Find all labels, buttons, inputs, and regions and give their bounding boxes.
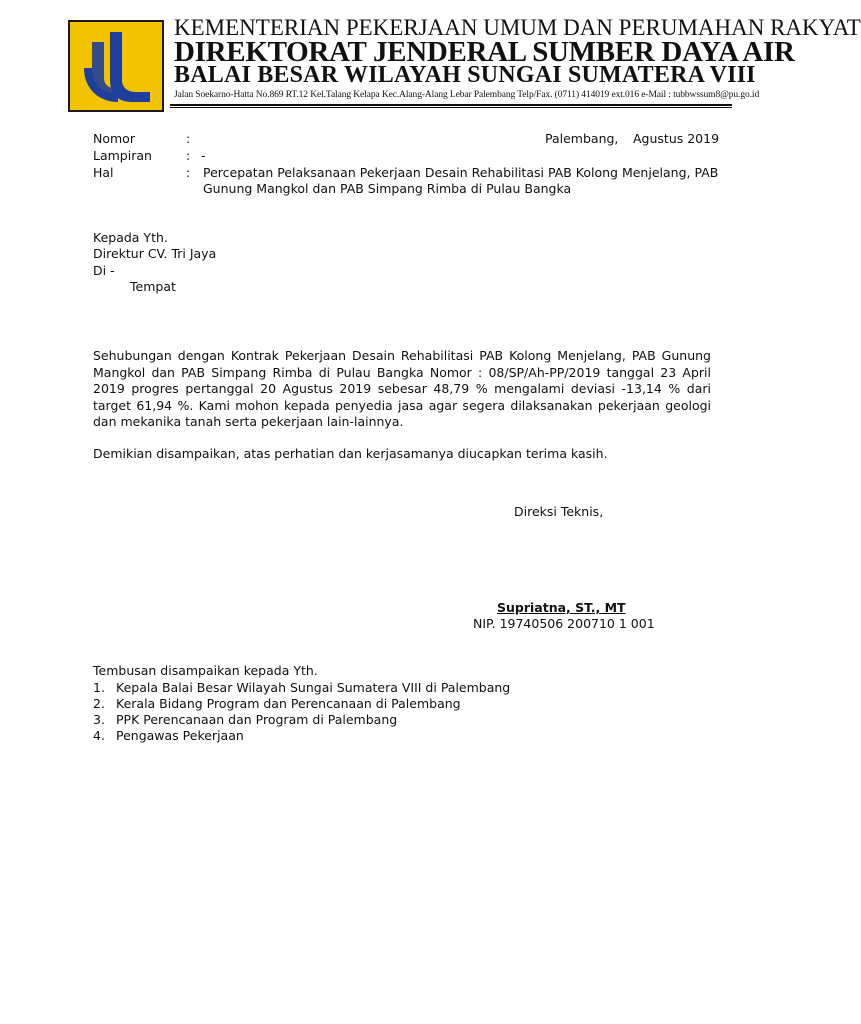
cc-item-text: Pengawas Pekerjaan — [116, 728, 244, 743]
signature-title: Direksi Teknis, — [514, 504, 604, 519]
nomor-label: Nomor — [93, 131, 135, 146]
lampiran-colon: : — [186, 148, 191, 163]
lampiran-label: Lampiran — [93, 148, 152, 163]
letter-place: Palembang, — [545, 131, 619, 146]
signatory-nip: NIP. 19740506 200710 1 001 — [473, 616, 655, 631]
cc-item-text: PPK Perencanaan dan Program di Palembang — [116, 712, 398, 727]
cc-item-text: Kerala Bidang Program dan Perencanaan di Palembang — [116, 696, 461, 711]
cc-item-number: 3. — [93, 712, 105, 727]
cc-item-number: 1. — [93, 680, 105, 695]
nomor-colon: : — [186, 131, 191, 146]
ministry-logo — [68, 20, 164, 112]
pu-emblem-icon — [70, 22, 162, 110]
office-name: BALAI BESAR WILAYAH SUNGAI SUMATERA VIII — [174, 62, 756, 88]
cc-item-number: 2. — [93, 696, 105, 711]
recipient-di: Di - — [93, 263, 115, 278]
cc-heading: Tembusan disampaikan kepada Yth. — [93, 663, 318, 678]
hal-label: Hal — [93, 165, 114, 180]
ministry-name: KEMENTERIAN PEKERJAAN UMUM DAN PERUMAHAN RAKYAT — [174, 15, 861, 40]
hal-colon: : — [186, 165, 191, 180]
letter-date: Agustus 2019 — [633, 131, 720, 146]
signatory-name: Supriatna, ST., MT — [497, 600, 626, 615]
hal-subject-line2: Gunung Mangkol dan PAB Simpang Rimba di Pulau Bangka — [203, 181, 572, 196]
body-paragraph-1: Sehubungan dengan Kontrak Pekerjaan Desain Rehabilitasi PAB Kolong Menjelang, PAB Gunung Mangkol dan PAB Simpang Rimba di Pulau Bangka Nomor : 08/SP/Ah-PP/2019 tanggal 23 April 2019 progres pertanggal 20 Agustus 2019 sebesar 48,79 % mengalami deviasi -13,14 % dari target 61,94 %. Kami mohon kepada penyedia jasa agar segera dilaksanakan pekerjaan geologi dan mekanika tanah serta pekerjaan lain-lainnya. — [93, 348, 711, 429]
lampiran-value: - — [201, 148, 206, 163]
body-paragraph-2: Demikian disampaikan, atas perhatian dan kerjasamanya diucapkan terima kasih. — [93, 446, 608, 461]
letterhead-rule-thin — [170, 107, 732, 108]
directorate-name: DIREKTORAT JENDERAL SUMBER DAYA AIR — [174, 36, 795, 68]
cc-item-number: 4. — [93, 728, 105, 743]
letterhead-rule — [170, 104, 732, 106]
recipient-tempat: Tempat — [130, 279, 176, 294]
cc-item-text: Kepala Balai Besar Wilayah Sungai Sumatera VIII di Palembang — [116, 680, 511, 695]
recipient-name: Direktur CV. Tri Jaya — [93, 246, 217, 261]
office-address: Jalan Soekarno-Hatta No.869 RT.12 Kel.Talang Kelapa Kec.Alang-Alang Lebar Palembang Telp/Fax. (0711) 414019 ext.016 e-Mail : tubbwssum8@pu.go.id — [174, 90, 760, 100]
hal-subject-line1: Percepatan Pelaksanaan Pekerjaan Desain Rehabilitasi PAB Kolong Menjelang, PAB — [203, 165, 719, 180]
recipient-greeting: Kepada Yth. — [93, 230, 168, 245]
